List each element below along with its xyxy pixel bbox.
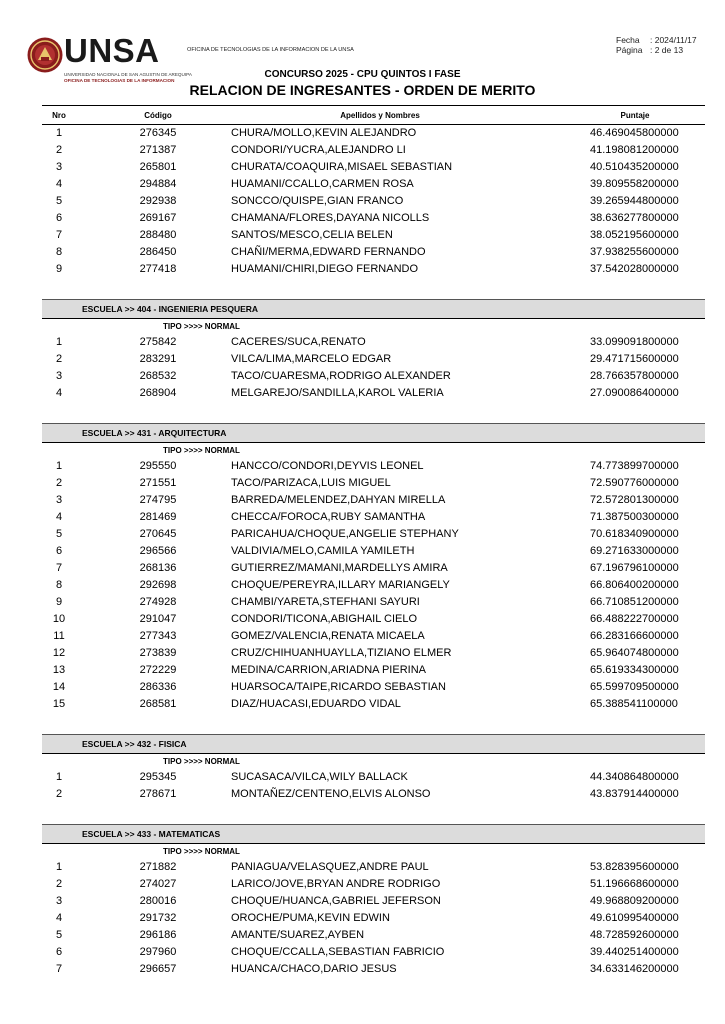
row-puntaje: 40.510435200000 [590,161,679,173]
table-row [0,161,725,178]
row-codigo: 276345 [139,127,177,139]
row-codigo: 270645 [139,528,177,540]
table-row [0,144,725,161]
tipo-label: TIPO >>>> NORMAL [163,322,240,331]
row-codigo: 280016 [139,895,177,907]
table-row [0,912,725,929]
row-codigo: 274928 [139,596,177,608]
table-row [0,647,725,664]
row-nombre: TACO/PARIZACA,LUIS MIGUEL [231,477,391,489]
row-nro: 12 [52,647,66,659]
table-row [0,387,725,404]
escuela-label: ESCUELA >> 404 - INGENIERIA PESQUERA [82,304,259,314]
row-codigo: 271551 [139,477,177,489]
row-codigo: 295550 [139,460,177,472]
row-codigo: 268136 [139,562,177,574]
row-puntaje: 48.728592600000 [590,929,679,941]
table-row [0,353,725,370]
row-nro: 5 [55,528,63,540]
row-codigo: 277418 [139,263,177,275]
row-nro: 10 [52,613,66,625]
row-nombre: MONTAÑEZ/CENTENO,ELVIS ALONSO [231,788,431,800]
row-nombre: SUCASACA/VILCA,WILY BALLACK [231,771,408,783]
row-nombre: CRUZ/CHIHUANHUAYLLA,TIZIANO ELMER [231,647,452,659]
row-nombre: MEDINA/CARRION,ARIADNA PIERINA [231,664,426,676]
row-nombre: BARREDA/MELENDEZ,DAHYAN MIRELLA [231,494,446,506]
logo-office: OFICINA DE TECNOLOGIAS DE LA INFORMACION [64,78,175,83]
row-nombre: HUARSOCA/TAIPE,RICARDO SEBASTIAN [231,681,446,693]
row-nro: 13 [52,664,66,676]
table-row [0,370,725,387]
row-nro: 4 [55,387,63,399]
table-row [0,195,725,212]
table-row [0,127,725,144]
row-nro: 9 [55,596,63,608]
table-row [0,664,725,681]
table-row [0,946,725,963]
row-nombre: CHOQUE/PEREYRA,ILLARY MARIANGELY [231,579,450,591]
row-puntaje: 34.633146200000 [590,963,679,975]
table-row [0,630,725,647]
row-nombre: HUAMANI/CCALLO,CARMEN ROSA [231,178,414,190]
row-codigo: 296566 [139,545,177,557]
row-codigo: 274795 [139,494,177,506]
row-codigo: 274027 [139,878,177,890]
row-puntaje: 37.938255600000 [590,246,679,258]
row-puntaje: 51.196668600000 [590,878,679,890]
table-row [0,698,725,715]
row-nombre: PARICAHUA/CHOQUE,ANGELIE STEPHANY [231,528,459,540]
table-row [0,613,725,630]
table-row [0,494,725,511]
col-nombres: Apellidos y Nombres [340,111,420,120]
row-puntaje: 39.809558200000 [590,178,679,190]
row-nombre: CHECCA/FOROCA,RUBY SAMANTHA [231,511,426,523]
header-bottom-rule [42,124,705,125]
row-nombre: TACO/CUARESMA,RODRIGO ALEXANDER [231,370,451,382]
row-nro: 8 [55,579,63,591]
row-codigo: 286336 [139,681,177,693]
row-nro: 7 [55,229,63,241]
row-codigo: 269167 [139,212,177,224]
row-puntaje: 71.387500300000 [590,511,679,523]
col-nro: Nro [52,111,66,120]
row-codigo: 283291 [139,353,177,365]
row-nro: 1 [55,861,63,873]
row-nro: 2 [55,788,63,800]
table-row [0,562,725,579]
row-nombre: LARICO/JOVE,BRYAN ANDRE RODRIGO [231,878,441,890]
row-nro: 4 [55,178,63,190]
row-puntaje: 69.271633000000 [590,545,679,557]
row-nombre: HANCCO/CONDORI,DEYVIS LEONEL [231,460,424,472]
tipo-label: TIPO >>>> NORMAL [163,446,240,455]
tipo-label: TIPO >>>> NORMAL [163,847,240,856]
row-puntaje: 44.340864800000 [590,771,679,783]
table-row [0,229,725,246]
col-puntaje: Puntaje [620,111,650,120]
table-row [0,246,725,263]
unsa-seal-icon [27,37,63,73]
row-codigo: 278671 [139,788,177,800]
row-puntaje: 66.488222700000 [590,613,679,625]
row-nombre: CHAMBI/YARETA,STEFHANI SAYURI [231,596,420,608]
row-puntaje: 66.806400200000 [590,579,679,591]
escuela-rule [42,442,705,443]
row-nombre: SONCCO/QUISPE,GIAN FRANCO [231,195,404,207]
table-row [0,771,725,788]
row-nombre: CHAMANA/FLORES,DAYANA NICOLLS [231,212,430,224]
row-nombre: CONDORI/TICONA,ABIGHAIL CIELO [231,613,418,625]
row-puntaje: 27.090086400000 [590,387,679,399]
row-nro: 9 [55,263,63,275]
escuela-rule [42,318,705,319]
row-nro: 2 [55,353,63,365]
table-row [0,929,725,946]
row-puntaje: 66.283166600000 [590,630,679,642]
row-nombre: CHAÑI/MERMA,EDWARD FERNANDO [231,246,426,258]
row-nro: 5 [55,195,63,207]
table-row [0,579,725,596]
row-nro: 6 [55,545,63,557]
row-puntaje: 38.052195600000 [590,229,679,241]
row-nombre: MELGAREJO/SANDILLA,KAROL VALERIA [231,387,444,399]
row-codigo: 297960 [139,946,177,958]
table-row [0,681,725,698]
row-codigo: 272229 [139,664,177,676]
row-codigo: 296657 [139,963,177,975]
fecha-value: : 2024/11/17 [650,35,697,45]
row-puntaje: 43.837914400000 [590,788,679,800]
row-codigo: 268532 [139,370,177,382]
row-nombre: VILCA/LIMA,MARCELO EDGAR [231,353,392,365]
logo-subtitle: UNIVERSIDAD NACIONAL DE SAN AGUSTIN DE AREQUIPA [64,72,192,77]
row-nro: 3 [55,370,63,382]
fecha-label: Fecha [616,35,640,45]
office-line: OFICINA DE TECNOLOGIAS DE LA INFORMACION DE LA UNSA [187,47,354,53]
row-nro: 1 [55,336,63,348]
escuela-label: ESCUELA >> 431 - ARQUITECTURA [82,428,227,438]
row-puntaje: 72.590776000000 [590,477,679,489]
row-codigo: 294884 [139,178,177,190]
row-puntaje: 72.572801300000 [590,494,679,506]
row-nro: 5 [55,929,63,941]
row-puntaje: 29.471715600000 [590,353,679,365]
row-codigo: 271882 [139,861,177,873]
row-nro: 15 [52,698,66,710]
row-codigo: 275842 [139,336,177,348]
logo-text: UNSA [64,32,160,69]
row-nro: 3 [55,494,63,506]
row-codigo: 296186 [139,929,177,941]
row-codigo: 286450 [139,246,177,258]
escuela-rule [42,753,705,754]
row-codigo: 292698 [139,579,177,591]
row-nro: 11 [53,630,65,642]
row-puntaje: 46.469045800000 [590,127,679,139]
row-puntaje: 53.828395600000 [590,861,679,873]
escuela-label: ESCUELA >> 432 - FISICA [82,739,187,749]
row-codigo: 271387 [139,144,177,156]
row-codigo: 291732 [139,912,177,924]
table-row [0,477,725,494]
tipo-label: TIPO >>>> NORMAL [163,757,240,766]
row-nro: 2 [55,477,63,489]
row-nombre: CHOQUE/CCALLA,SEBASTIAN FABRICIO [231,946,445,958]
row-nombre: CONDORI/YUCRA,ALEJANDRO LI [231,144,406,156]
row-nro: 3 [55,895,63,907]
row-nombre: OROCHE/PUMA,KEVIN EDWIN [231,912,390,924]
row-nro: 1 [55,771,63,783]
row-nombre: GUTIERREZ/MAMANI,MARDELLYS AMIRA [231,562,448,574]
table-row [0,596,725,613]
row-codigo: 265801 [139,161,177,173]
row-puntaje: 65.599709500000 [590,681,679,693]
row-puntaje: 37.542028000000 [590,263,679,275]
table-row [0,336,725,353]
row-nro: 1 [55,460,63,472]
table-row [0,528,725,545]
row-nro: 7 [55,562,63,574]
row-codigo: 291047 [139,613,177,625]
row-nombre: SANTOS/MESCO,CELIA BELEN [231,229,393,241]
row-nro: 8 [55,246,63,258]
row-puntaje: 65.619334300000 [590,664,679,676]
row-puntaje: 41.198081200000 [590,144,679,156]
row-puntaje: 65.388541100000 [590,698,678,710]
row-puntaje: 49.610995400000 [590,912,679,924]
row-nombre: CACERES/SUCA,RENATO [231,336,366,348]
row-nombre: CHURATA/COAQUIRA,MISAEL SEBASTIAN [231,161,453,173]
row-nombre: VALDIVIA/MELO,CAMILA YAMILETH [231,545,415,557]
pagina-label: Página [616,45,643,55]
row-nro: 6 [55,946,63,958]
row-nro: 6 [55,212,63,224]
table-row [0,263,725,280]
row-codigo: 277343 [139,630,177,642]
row-codigo: 292938 [139,195,177,207]
row-nro: 4 [55,912,63,924]
col-codigo: Código [144,111,172,120]
table-row [0,895,725,912]
row-nombre: CHOQUE/HUANCA,GABRIEL JEFERSON [231,895,441,907]
escuela-label: ESCUELA >> 433 - MATEMATICAS [82,829,221,839]
header-top-rule [42,105,705,106]
table-row [0,963,725,980]
row-puntaje: 74.773899700000 [590,460,679,472]
row-nombre: GOMEZ/VALENCIA,RENATA MICAELA [231,630,425,642]
table-row [0,545,725,562]
row-puntaje: 38.636277800000 [590,212,679,224]
table-row [0,788,725,805]
row-codigo: 273839 [139,647,177,659]
table-row [0,861,725,878]
row-nro: 1 [55,127,63,139]
page-title: RELACION DE INGRESANTES - ORDEN DE MERITO [189,82,536,98]
row-nombre: DIAZ/HUACASI,EDUARDO VIDAL [231,698,401,710]
row-nombre: AMANTE/SUAREZ,AYBEN [231,929,365,941]
contest-title: CONCURSO 2025 - CPU QUINTOS I FASE [264,69,461,80]
row-nro: 7 [55,963,63,975]
row-puntaje: 33.099091800000 [590,336,679,348]
row-codigo: 288480 [139,229,177,241]
row-nro: 14 [52,681,66,693]
escuela-rule [42,843,705,844]
row-nombre: HUANCA/CHACO,DARIO JESUS [231,963,397,975]
row-nro: 2 [55,144,63,156]
row-puntaje: 39.265944800000 [590,195,679,207]
row-puntaje: 28.766357800000 [590,370,679,382]
pagina-value: : 2 de 13 [650,45,684,55]
table-row [0,878,725,895]
table-row [0,511,725,528]
row-puntaje: 39.440251400000 [590,946,679,958]
row-codigo: 295345 [139,771,177,783]
row-puntaje: 65.964074800000 [590,647,679,659]
row-nombre: PANIAGUA/VELASQUEZ,ANDRE PAUL [231,861,429,873]
table-row [0,178,725,195]
row-codigo: 268904 [139,387,177,399]
table-row [0,460,725,477]
row-codigo: 281469 [139,511,177,523]
row-puntaje: 70.618340900000 [590,528,679,540]
row-nro: 4 [55,511,63,523]
row-puntaje: 66.710851200000 [590,596,679,608]
table-row [0,212,725,229]
row-puntaje: 67.196796100000 [590,562,679,574]
row-nro: 3 [55,161,63,173]
row-puntaje: 49.968809200000 [590,895,679,907]
row-nro: 2 [55,878,63,890]
row-codigo: 268581 [139,698,177,710]
row-nombre: HUAMANI/CHIRI,DIEGO FERNANDO [231,263,419,275]
row-nombre: CHURA/MOLLO,KEVIN ALEJANDRO [231,127,417,139]
